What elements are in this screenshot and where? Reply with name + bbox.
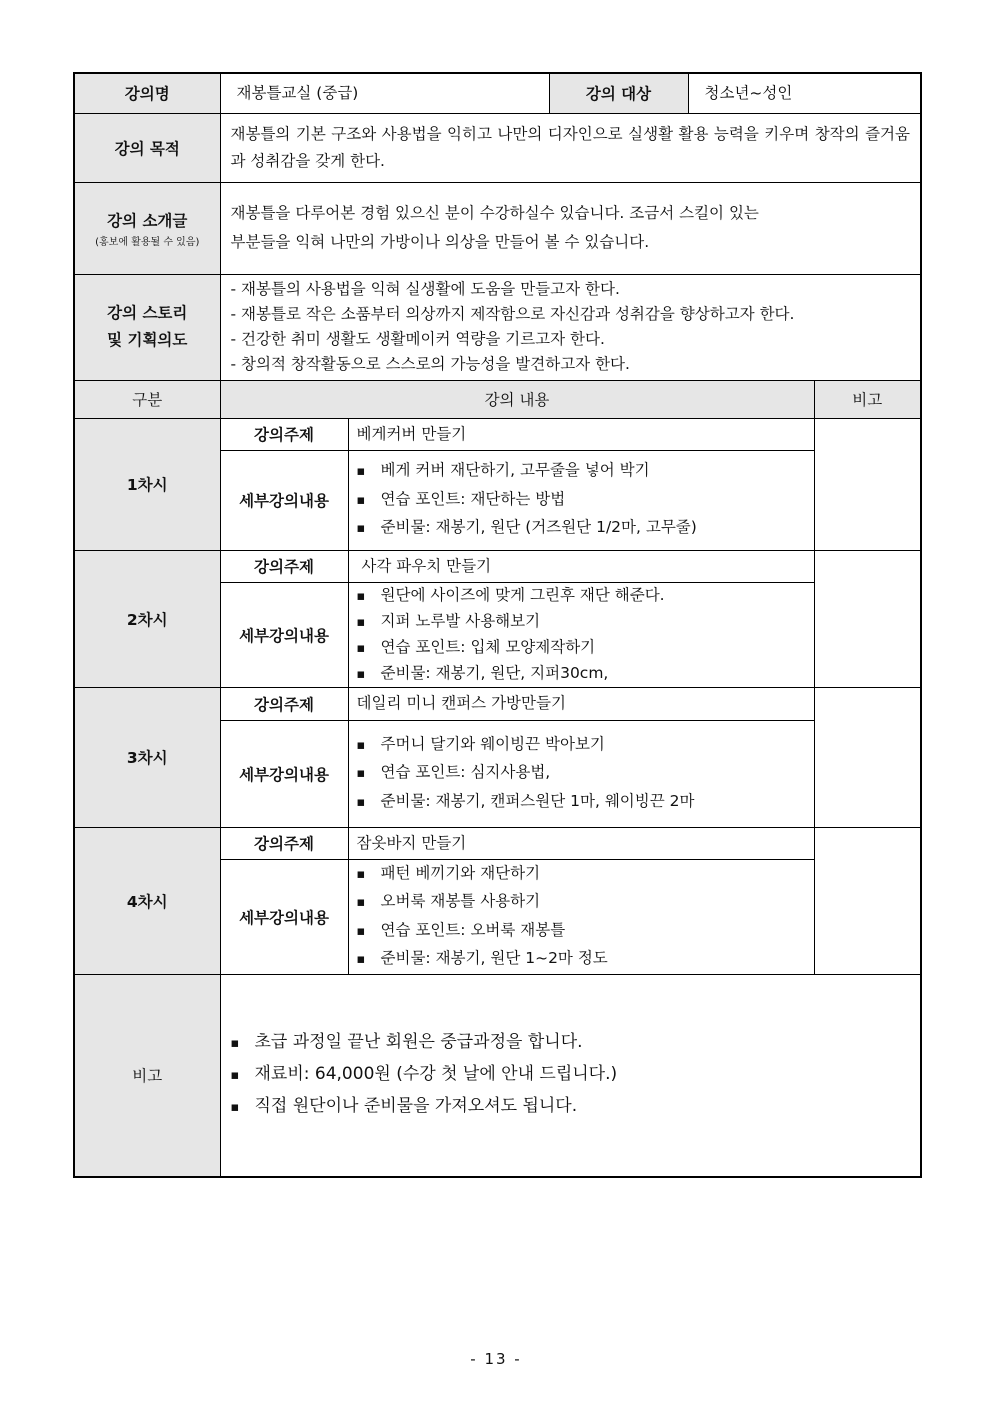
session-2-label: 2차시: [74, 550, 220, 687]
list-item: ▪ 준비물: 재봉기, 원단 1~2마 정도: [357, 945, 814, 974]
session-2-topic-label: 강의주제: [220, 550, 348, 582]
session-4-topic-label: 강의주제: [220, 827, 348, 859]
list-item: ▪ 준비물: 재봉기, 캔퍼스원단 1마, 웨이빙끈 2마: [357, 788, 814, 817]
story-label-cell: [74, 274, 220, 380]
lecture-target-value: 청소년~성인: [688, 73, 921, 113]
lecture-name-value: 재봉틀교실 (중급): [220, 73, 549, 113]
story-text: [220, 274, 921, 380]
session-2-detail-label: 세부강의내용: [220, 582, 348, 687]
list-item: ▪ 연습 포인트: 입체 모양제작하기: [357, 635, 814, 661]
session-3-topic: 데일리 미니 캔퍼스 가방만들기: [348, 687, 814, 720]
session-3-details: [348, 720, 814, 827]
list-item: ▪ 지퍼 노루발 사용해보기: [357, 609, 814, 635]
list-item: ▪ 직접 원단이나 준비물을 가져오셔도 됩니다.: [231, 1091, 921, 1123]
list-item: ▪ 초급 과정일 끝난 회원은 중급과정을 합니다.: [231, 1027, 921, 1059]
session-4-topic: 잠옷바지 만들기: [348, 827, 814, 859]
notes-label: 비고: [74, 974, 220, 1177]
purpose-label: 강의 목적: [74, 113, 220, 182]
session-4-label: 4차시: [74, 827, 220, 974]
story-label-line-2: 및 기획의도: [107, 331, 188, 349]
list-item: ▪ 원단에 사이즈에 맞게 그린후 재단 해준다.: [357, 583, 814, 609]
session-3-detail-label: 세부강의내용: [220, 720, 348, 827]
intro-line-1: 재봉틀을 다루어본 경험 있으신 분이 수강하실수 있습니다. 조금서 스킬이 있는: [230, 204, 759, 222]
session-2-remark: [814, 550, 921, 687]
intro-label-cell: [74, 182, 220, 274]
session-3-topic-label: 강의주제: [220, 687, 348, 720]
list-item: ▪ 베게 커버 재단하기, 고무줄을 넣어 박기: [357, 457, 814, 486]
intro-line-2: 부분들을 익혀 나만의 가방이나 의상을 만들어 볼 수 있습니다.: [230, 233, 650, 251]
session-1-detail-label: 세부강의내용: [220, 450, 348, 550]
session-4-details: [348, 859, 814, 974]
session-3-remark: [814, 687, 921, 827]
list-item: ▪ 패턴 베끼기와 재단하기: [357, 860, 814, 889]
list-item: ▪ 준비물: 재봉기, 원단, 지퍼30cm,: [357, 661, 814, 687]
story-line: - 창의적 창작활동으로 스스로의 가능성을 발견하고자 한다.: [230, 355, 630, 373]
session-1-topic: 베게커버 만들기: [348, 418, 814, 450]
story-line: - 재봉틀로 작은 소품부터 의상까지 제작함으로 자신감과 성취감을 향상하고자 한다.: [230, 305, 795, 323]
notes-content: [220, 974, 921, 1177]
lecture-name-label: 강의명: [74, 73, 220, 113]
list-item: ▪ 재료비: 64,000원 (수강 첫 날에 안내 드립니다.): [231, 1059, 921, 1091]
session-4-remark: [814, 827, 921, 974]
intro-text: [220, 182, 921, 274]
session-2-topic: 사각 파우치 만들기: [348, 550, 814, 582]
content-header: 강의 내용: [220, 380, 814, 418]
session-1-topic-label: 강의주제: [220, 418, 348, 450]
lecture-target-label: 강의 대상: [549, 73, 688, 113]
list-item: ▪ 준비물: 재봉기, 원단 (거즈원단 1/2마, 고무줄): [357, 514, 814, 543]
list-item: ▪ 오버룩 재봉틀 사용하기: [357, 888, 814, 917]
division-header: 구분: [74, 380, 220, 418]
story-label-line-1: 강의 스토리: [107, 304, 188, 322]
page-number: - 13 -: [470, 1350, 522, 1368]
list-item: ▪ 연습 포인트: 재단하는 방법: [357, 486, 814, 515]
list-item: ▪ 연습 포인트: 심지사용법,: [357, 759, 814, 788]
story-line: - 재봉틀의 사용법을 익혀 실생활에 도움을 만들고자 한다.: [230, 280, 620, 298]
intro-label: 강의 소개글: [107, 211, 188, 230]
session-4-detail-label: 세부강의내용: [220, 859, 348, 974]
session-2-details: [348, 582, 814, 687]
session-1-label: 1차시: [74, 418, 220, 550]
session-3-label: 3차시: [74, 687, 220, 827]
purpose-text: 재봉틀의 기본 구조와 사용법을 익히고 나만의 디자인으로 실생활 활용 능력을 키우며 창작의 즐거움과 성취감을 갖게 한다.: [220, 113, 921, 182]
remark-header: 비고: [814, 380, 921, 418]
session-1-details: [348, 450, 814, 550]
intro-sublabel: (홍보에 활용될 수 있음): [95, 236, 200, 248]
list-item: ▪ 연습 포인트: 오버룩 재봉틀: [357, 917, 814, 946]
session-1-remark: [814, 418, 921, 550]
list-item: ▪ 주머니 달기와 웨이빙끈 박아보기: [357, 731, 814, 760]
lecture-plan-table: [73, 72, 922, 1178]
story-line: - 건강한 취미 생활도 생활메이커 역량을 기르고자 한다.: [230, 330, 605, 348]
